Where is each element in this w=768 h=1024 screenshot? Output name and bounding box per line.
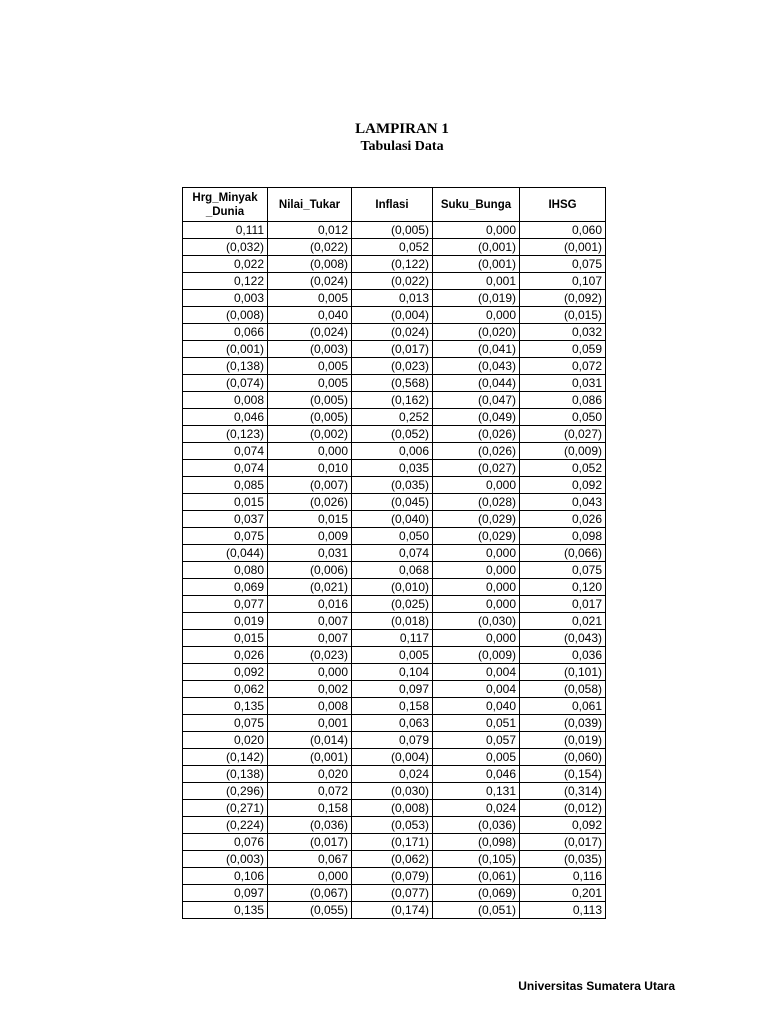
cell-inflasi: (0,077): [352, 885, 433, 902]
table-row: [183, 222, 606, 239]
cell-nilai-tukar: (0,023): [268, 647, 352, 664]
column-header-suku-bunga: Suku_Bunga: [433, 188, 520, 222]
cell-nilai-tukar: 0,000: [268, 868, 352, 885]
cell-hrg-minyak-dunia: (0,074): [183, 375, 268, 392]
cell-inflasi: 0,097: [352, 681, 433, 698]
cell-ihsg: 0,107: [520, 273, 606, 290]
cell-ihsg: 0,036: [520, 647, 606, 664]
table-row: [183, 664, 606, 681]
cell-ihsg: 0,201: [520, 885, 606, 902]
cell-ihsg: (0,060): [520, 749, 606, 766]
cell-hrg-minyak-dunia: (0,224): [183, 817, 268, 834]
cell-ihsg: (0,058): [520, 681, 606, 698]
cell-suku-bunga: 0,005: [433, 749, 520, 766]
cell-hrg-minyak-dunia: 0,075: [183, 715, 268, 732]
cell-ihsg: 0,061: [520, 698, 606, 715]
table-row: [183, 256, 606, 273]
cell-nilai-tukar: (0,026): [268, 494, 352, 511]
cell-suku-bunga: (0,026): [433, 426, 520, 443]
cell-inflasi: 0,074: [352, 545, 433, 562]
cell-ihsg: 0,086: [520, 392, 606, 409]
cell-inflasi: 0,024: [352, 766, 433, 783]
cell-suku-bunga: 0,000: [433, 545, 520, 562]
cell-suku-bunga: (0,043): [433, 358, 520, 375]
cell-nilai-tukar: (0,024): [268, 273, 352, 290]
page-title: LAMPIRAN 1: [355, 121, 449, 137]
cell-hrg-minyak-dunia: 0,020: [183, 732, 268, 749]
cell-inflasi: (0,122): [352, 256, 433, 273]
cell-nilai-tukar: 0,005: [268, 375, 352, 392]
cell-inflasi: (0,017): [352, 341, 433, 358]
cell-ihsg: 0,052: [520, 460, 606, 477]
cell-hrg-minyak-dunia: (0,003): [183, 851, 268, 868]
cell-inflasi: 0,158: [352, 698, 433, 715]
cell-ihsg: (0,092): [520, 290, 606, 307]
cell-nilai-tukar: 0,016: [268, 596, 352, 613]
cell-inflasi: (0,174): [352, 902, 433, 919]
cell-hrg-minyak-dunia: 0,015: [183, 630, 268, 647]
table-row: [183, 290, 606, 307]
cell-inflasi: 0,005: [352, 647, 433, 664]
cell-hrg-minyak-dunia: 0,135: [183, 698, 268, 715]
footer-institution: Universitas Sumatera Utara: [518, 979, 675, 993]
cell-hrg-minyak-dunia: 0,097: [183, 885, 268, 902]
table-row: [183, 800, 606, 817]
column-header-inflasi: Inflasi: [352, 188, 433, 222]
cell-nilai-tukar: 0,012: [268, 222, 352, 239]
column-header-hrg-minyak-dunia: Hrg_Minyak _Dunia: [183, 188, 268, 222]
cell-ihsg: 0,060: [520, 222, 606, 239]
cell-suku-bunga: (0,051): [433, 902, 520, 919]
table-row: [183, 834, 606, 851]
cell-hrg-minyak-dunia: 0,077: [183, 596, 268, 613]
cell-hrg-minyak-dunia: 0,008: [183, 392, 268, 409]
table-row: [183, 545, 606, 562]
cell-suku-bunga: 0,000: [433, 579, 520, 596]
cell-inflasi: (0,035): [352, 477, 433, 494]
cell-hrg-minyak-dunia: 0,019: [183, 613, 268, 630]
cell-ihsg: 0,120: [520, 579, 606, 596]
cell-nilai-tukar: 0,008: [268, 698, 352, 715]
table-row: [183, 868, 606, 885]
table-row: [183, 477, 606, 494]
cell-nilai-tukar: (0,005): [268, 409, 352, 426]
table-row: [183, 596, 606, 613]
cell-ihsg: (0,043): [520, 630, 606, 647]
cell-hrg-minyak-dunia: 0,075: [183, 528, 268, 545]
cell-nilai-tukar: 0,010: [268, 460, 352, 477]
cell-ihsg: 0,043: [520, 494, 606, 511]
cell-hrg-minyak-dunia: (0,001): [183, 341, 268, 358]
cell-suku-bunga: 0,001: [433, 273, 520, 290]
cell-suku-bunga: (0,098): [433, 834, 520, 851]
table-row: [183, 647, 606, 664]
cell-ihsg: (0,027): [520, 426, 606, 443]
cell-ihsg: (0,015): [520, 307, 606, 324]
cell-hrg-minyak-dunia: (0,271): [183, 800, 268, 817]
cell-suku-bunga: 0,024: [433, 800, 520, 817]
table-row: [183, 409, 606, 426]
table-row: [183, 817, 606, 834]
cell-suku-bunga: 0,004: [433, 664, 520, 681]
table-row: [183, 375, 606, 392]
cell-suku-bunga: 0,057: [433, 732, 520, 749]
cell-inflasi: (0,025): [352, 596, 433, 613]
cell-ihsg: 0,021: [520, 613, 606, 630]
cell-inflasi: (0,018): [352, 613, 433, 630]
cell-ihsg: 0,075: [520, 562, 606, 579]
cell-nilai-tukar: (0,006): [268, 562, 352, 579]
cell-inflasi: (0,030): [352, 783, 433, 800]
cell-hrg-minyak-dunia: 0,085: [183, 477, 268, 494]
cell-suku-bunga: 0,046: [433, 766, 520, 783]
cell-suku-bunga: (0,029): [433, 528, 520, 545]
table-row: [183, 630, 606, 647]
cell-nilai-tukar: 0,005: [268, 358, 352, 375]
cell-suku-bunga: 0,000: [433, 307, 520, 324]
table-row: [183, 443, 606, 460]
cell-ihsg: (0,017): [520, 834, 606, 851]
table-row: [183, 494, 606, 511]
table-row: [183, 681, 606, 698]
cell-suku-bunga: (0,019): [433, 290, 520, 307]
cell-suku-bunga: (0,001): [433, 256, 520, 273]
cell-hrg-minyak-dunia: 0,135: [183, 902, 268, 919]
cell-inflasi: (0,004): [352, 749, 433, 766]
cell-ihsg: 0,113: [520, 902, 606, 919]
cell-ihsg: 0,017: [520, 596, 606, 613]
table-body: [183, 222, 606, 919]
title-block: [0, 121, 768, 155]
table-row: [183, 783, 606, 800]
cell-nilai-tukar: (0,021): [268, 579, 352, 596]
page-subtitle: Tabulasi Data: [360, 139, 444, 154]
table-row: [183, 239, 606, 256]
table-row: [183, 579, 606, 596]
table-row: [183, 358, 606, 375]
cell-hrg-minyak-dunia: (0,296): [183, 783, 268, 800]
cell-ihsg: 0,072: [520, 358, 606, 375]
cell-hrg-minyak-dunia: (0,123): [183, 426, 268, 443]
cell-ihsg: 0,026: [520, 511, 606, 528]
data-table: [182, 187, 606, 919]
cell-nilai-tukar: 0,040: [268, 307, 352, 324]
cell-nilai-tukar: 0,158: [268, 800, 352, 817]
cell-inflasi: (0,568): [352, 375, 433, 392]
table-row: [183, 511, 606, 528]
cell-ihsg: 0,092: [520, 817, 606, 834]
cell-ihsg: 0,059: [520, 341, 606, 358]
cell-nilai-tukar: 0,000: [268, 443, 352, 460]
header-row: [183, 188, 606, 222]
cell-nilai-tukar: (0,007): [268, 477, 352, 494]
cell-ihsg: 0,075: [520, 256, 606, 273]
cell-suku-bunga: 0,000: [433, 477, 520, 494]
cell-nilai-tukar: 0,031: [268, 545, 352, 562]
cell-inflasi: 0,252: [352, 409, 433, 426]
cell-nilai-tukar: (0,008): [268, 256, 352, 273]
cell-nilai-tukar: (0,055): [268, 902, 352, 919]
cell-ihsg: (0,154): [520, 766, 606, 783]
cell-suku-bunga: 0,131: [433, 783, 520, 800]
cell-hrg-minyak-dunia: 0,026: [183, 647, 268, 664]
cell-hrg-minyak-dunia: 0,092: [183, 664, 268, 681]
cell-suku-bunga: 0,040: [433, 698, 520, 715]
cell-hrg-minyak-dunia: 0,111: [183, 222, 268, 239]
cell-ihsg: 0,050: [520, 409, 606, 426]
cell-hrg-minyak-dunia: 0,069: [183, 579, 268, 596]
cell-inflasi: (0,062): [352, 851, 433, 868]
cell-suku-bunga: (0,044): [433, 375, 520, 392]
cell-suku-bunga: (0,069): [433, 885, 520, 902]
table-header: [183, 188, 606, 222]
cell-ihsg: 0,116: [520, 868, 606, 885]
cell-nilai-tukar: (0,024): [268, 324, 352, 341]
cell-nilai-tukar: (0,001): [268, 749, 352, 766]
cell-suku-bunga: 0,000: [433, 596, 520, 613]
cell-inflasi: 0,052: [352, 239, 433, 256]
cell-suku-bunga: (0,041): [433, 341, 520, 358]
table-row: [183, 715, 606, 732]
table-row: [183, 851, 606, 868]
cell-inflasi: (0,004): [352, 307, 433, 324]
cell-suku-bunga: (0,027): [433, 460, 520, 477]
cell-suku-bunga: 0,004: [433, 681, 520, 698]
cell-ihsg: (0,101): [520, 664, 606, 681]
cell-hrg-minyak-dunia: 0,106: [183, 868, 268, 885]
cell-inflasi: (0,005): [352, 222, 433, 239]
cell-nilai-tukar: 0,015: [268, 511, 352, 528]
cell-ihsg: 0,031: [520, 375, 606, 392]
table-row: [183, 324, 606, 341]
cell-inflasi: (0,022): [352, 273, 433, 290]
cell-inflasi: (0,010): [352, 579, 433, 596]
cell-ihsg: (0,001): [520, 239, 606, 256]
table-row: [183, 749, 606, 766]
cell-nilai-tukar: (0,005): [268, 392, 352, 409]
cell-nilai-tukar: (0,003): [268, 341, 352, 358]
table-row: [183, 528, 606, 545]
cell-nilai-tukar: (0,067): [268, 885, 352, 902]
cell-nilai-tukar: 0,007: [268, 613, 352, 630]
cell-suku-bunga: (0,049): [433, 409, 520, 426]
table-row: [183, 307, 606, 324]
table-row: [183, 460, 606, 477]
cell-inflasi: (0,052): [352, 426, 433, 443]
cell-suku-bunga: (0,001): [433, 239, 520, 256]
cell-suku-bunga: (0,105): [433, 851, 520, 868]
cell-inflasi: (0,162): [352, 392, 433, 409]
table-row: [183, 613, 606, 630]
cell-inflasi: 0,068: [352, 562, 433, 579]
cell-inflasi: 0,063: [352, 715, 433, 732]
cell-suku-bunga: (0,028): [433, 494, 520, 511]
cell-ihsg: (0,009): [520, 443, 606, 460]
cell-hrg-minyak-dunia: (0,032): [183, 239, 268, 256]
cell-hrg-minyak-dunia: 0,066: [183, 324, 268, 341]
cell-suku-bunga: 0,051: [433, 715, 520, 732]
cell-hrg-minyak-dunia: (0,044): [183, 545, 268, 562]
cell-inflasi: 0,117: [352, 630, 433, 647]
cell-ihsg: 0,098: [520, 528, 606, 545]
cell-suku-bunga: (0,026): [433, 443, 520, 460]
cell-ihsg: (0,035): [520, 851, 606, 868]
cell-ihsg: (0,012): [520, 800, 606, 817]
cell-nilai-tukar: (0,017): [268, 834, 352, 851]
cell-nilai-tukar: 0,067: [268, 851, 352, 868]
cell-inflasi: (0,053): [352, 817, 433, 834]
cell-inflasi: 0,035: [352, 460, 433, 477]
table-row: [183, 562, 606, 579]
table-row: [183, 902, 606, 919]
cell-hrg-minyak-dunia: 0,062: [183, 681, 268, 698]
cell-inflasi: (0,023): [352, 358, 433, 375]
cell-inflasi: 0,079: [352, 732, 433, 749]
cell-hrg-minyak-dunia: 0,015: [183, 494, 268, 511]
cell-suku-bunga: (0,029): [433, 511, 520, 528]
cell-hrg-minyak-dunia: 0,074: [183, 460, 268, 477]
table-row: [183, 732, 606, 749]
cell-nilai-tukar: 0,009: [268, 528, 352, 545]
cell-suku-bunga: 0,000: [433, 222, 520, 239]
cell-hrg-minyak-dunia: (0,138): [183, 766, 268, 783]
cell-nilai-tukar: 0,002: [268, 681, 352, 698]
cell-hrg-minyak-dunia: 0,022: [183, 256, 268, 273]
cell-inflasi: (0,024): [352, 324, 433, 341]
cell-suku-bunga: 0,000: [433, 562, 520, 579]
cell-suku-bunga: 0,000: [433, 630, 520, 647]
table-row: [183, 341, 606, 358]
cell-nilai-tukar: 0,007: [268, 630, 352, 647]
cell-ihsg: 0,032: [520, 324, 606, 341]
cell-nilai-tukar: (0,002): [268, 426, 352, 443]
cell-hrg-minyak-dunia: (0,138): [183, 358, 268, 375]
column-header-nilai-tukar: Nilai_Tukar: [268, 188, 352, 222]
cell-nilai-tukar: 0,001: [268, 715, 352, 732]
column-header-ihsg: IHSG: [520, 188, 606, 222]
cell-inflasi: 0,104: [352, 664, 433, 681]
table-row: [183, 273, 606, 290]
cell-suku-bunga: (0,036): [433, 817, 520, 834]
cell-inflasi: (0,040): [352, 511, 433, 528]
table-row: [183, 392, 606, 409]
cell-ihsg: (0,066): [520, 545, 606, 562]
cell-inflasi: (0,171): [352, 834, 433, 851]
cell-nilai-tukar: 0,072: [268, 783, 352, 800]
cell-nilai-tukar: 0,000: [268, 664, 352, 681]
cell-hrg-minyak-dunia: 0,037: [183, 511, 268, 528]
cell-nilai-tukar: (0,036): [268, 817, 352, 834]
cell-hrg-minyak-dunia: 0,122: [183, 273, 268, 290]
cell-inflasi: (0,008): [352, 800, 433, 817]
cell-nilai-tukar: 0,005: [268, 290, 352, 307]
cell-hrg-minyak-dunia: 0,080: [183, 562, 268, 579]
cell-ihsg: (0,039): [520, 715, 606, 732]
cell-nilai-tukar: (0,014): [268, 732, 352, 749]
cell-ihsg: 0,092: [520, 477, 606, 494]
cell-ihsg: (0,314): [520, 783, 606, 800]
table-row: [183, 766, 606, 783]
cell-nilai-tukar: (0,022): [268, 239, 352, 256]
cell-hrg-minyak-dunia: 0,074: [183, 443, 268, 460]
cell-suku-bunga: (0,047): [433, 392, 520, 409]
cell-suku-bunga: (0,030): [433, 613, 520, 630]
cell-hrg-minyak-dunia: 0,003: [183, 290, 268, 307]
cell-hrg-minyak-dunia: (0,008): [183, 307, 268, 324]
cell-suku-bunga: (0,009): [433, 647, 520, 664]
table-row: [183, 885, 606, 902]
cell-nilai-tukar: 0,020: [268, 766, 352, 783]
cell-inflasi: 0,006: [352, 443, 433, 460]
cell-ihsg: (0,019): [520, 732, 606, 749]
cell-inflasi: (0,079): [352, 868, 433, 885]
table-row: [183, 698, 606, 715]
table-row: [183, 426, 606, 443]
cell-suku-bunga: (0,020): [433, 324, 520, 341]
cell-hrg-minyak-dunia: 0,046: [183, 409, 268, 426]
cell-inflasi: 0,050: [352, 528, 433, 545]
cell-inflasi: (0,045): [352, 494, 433, 511]
cell-inflasi: 0,013: [352, 290, 433, 307]
cell-hrg-minyak-dunia: (0,142): [183, 749, 268, 766]
cell-hrg-minyak-dunia: 0,076: [183, 834, 268, 851]
cell-suku-bunga: (0,061): [433, 868, 520, 885]
